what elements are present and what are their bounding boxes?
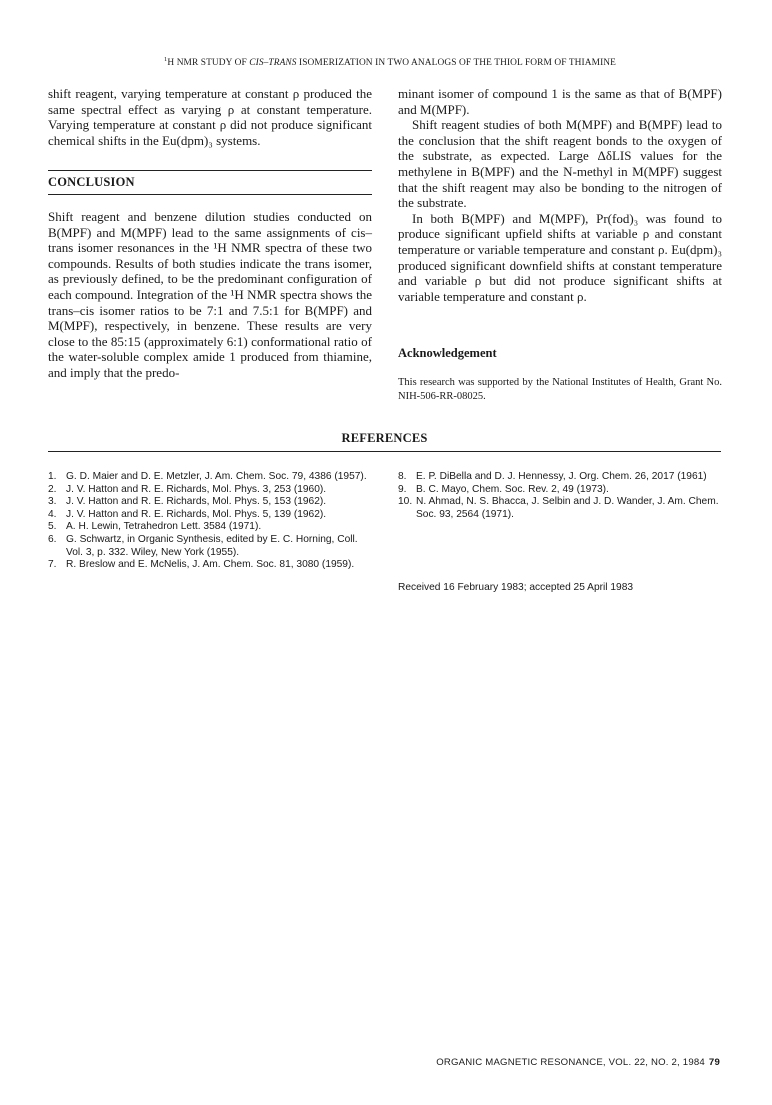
running-head-part3: ISOMERIZATION IN TWO ANALOGS OF THE THIOL FORM OF THIAMINE: [296, 58, 616, 69]
references-heading: REFERENCES: [341, 431, 428, 445]
journal-citation: ORGANIC MAGNETIC RESONANCE, VOL. 22, NO. 2, 1984: [436, 1057, 705, 1068]
reference-text: G. Schwartz, in Organic Synthesis, edited by E. C. Horning, Coll. Vol. 3, p. 332. Wiley, New York (1955).: [66, 533, 358, 558]
right-paragraph-1: minant isomer of compound 1 is the same as that of B(MPF) and M(MPF).: [398, 86, 722, 117]
reference-text: A. H. Lewin, Tetrahedron Lett. 3584 (1971).: [66, 521, 262, 533]
reference-text: J. V. Hatton and R. E. Richards, Mol. Phys. 3, 253 (1960).: [66, 483, 327, 495]
reference-item: [48, 559, 372, 572]
page-number: 79: [708, 1057, 720, 1068]
running-head: [40, 56, 740, 68]
conclusion-rule-bottom: [48, 194, 372, 195]
reference-item: [398, 484, 722, 497]
running-head-superscript: 1: [164, 56, 168, 63]
reference-number: 4.: [48, 508, 57, 520]
reference-text: G. D. Maier and D. E. Metzler, J. Am. Chem. Soc. 79, 4386 (1957).: [66, 471, 367, 482]
reference-number: 1.: [48, 471, 57, 482]
references-right-list: [398, 471, 722, 521]
conclusion-heading: CONCLUSION: [48, 175, 135, 190]
running-head-part1: H NMR STUDY OF: [167, 58, 250, 69]
reference-number: 9.: [398, 483, 407, 495]
reference-text: J. V. Hatton and R. E. Richards, Mol. Phys. 5, 153 (1962).: [66, 496, 327, 508]
references-rule: [48, 451, 721, 452]
conclusion-paragraph: Shift reagent and benzene dilution studies conducted on B(MPF) and M(MPF) lead to the same assignments of cis–trans isomer resonances in the ¹H NMR spectra of these two compounds. Results of both studies indicate the trans isomer, as previously defined, to be the predominant configuration of each compound. Integration of the ¹H NMR spectra shows the trans–cis isomer ratios to be 7:1 and 7.5:1 for B(MPF) and M(MPF), respectively, in benzene. These results are very close to the 85:15 (approximately 6:1) conformational ratio of the water-soluble complex amide 1 produced from thiamine, and imply that the predo-: [48, 208, 372, 380]
reference-item: [398, 496, 722, 521]
reference-item: [48, 509, 372, 522]
reference-text: N. Ahmad, N. S. Bhacca, J. Selbin and J. D. Wander, J. Am. Chem. Soc. 93, 2564 (1971).: [416, 496, 719, 520]
reference-number: 7.: [48, 559, 57, 571]
left-column: [48, 86, 372, 381]
reference-number: 5.: [48, 521, 57, 533]
acknowledgement-heading: Acknowledgement: [398, 346, 497, 361]
conclusion-heading-block: [48, 170, 372, 195]
running-head-part2: CIS–TRANS: [249, 58, 297, 69]
reference-text: R. Breslow and E. McNelis, J. Am. Chem. Soc. 81, 3080 (1959).: [66, 559, 355, 571]
reference-item: [48, 471, 372, 484]
reference-number: 10.: [398, 496, 413, 508]
right-paragraph-3: In both B(MPF) and M(MPF), Pr(fod)₃ was found to produce significant upfield shifts at variable ρ and constant temperature or variable temperature and constant ρ. Eu(dpm)₃ produced significant downfield shifts at constant temperature and variable ρ but did not produce significant shifts at variable temperature and constant ρ.: [398, 210, 722, 304]
reference-number: 8.: [398, 471, 407, 482]
reference-item: [48, 484, 372, 497]
right-column: [398, 86, 722, 404]
reference-number: 6.: [48, 533, 57, 545]
reference-text: B. C. Mayo, Chem. Soc. Rev. 2, 49 (1973).: [416, 483, 609, 495]
intro-paragraph: shift reagent, varying temperature at constant ρ produced the same spectral effect as varying ρ at constant temperature. Varying temperature at constant ρ did not produce significant chemical shifts in the Eu(dpm)₃ systems.: [48, 86, 372, 148]
reference-item: [48, 521, 372, 534]
reference-number: 2.: [48, 483, 57, 495]
reference-number: 3.: [48, 496, 57, 508]
received-date: Received 16 February 1983; accepted 25 April 1983: [398, 582, 634, 593]
reference-item: [398, 471, 722, 484]
page-footer: [436, 1057, 720, 1068]
acknowledgement-text: This research was supported by the National Institutes of Health, Grant No. NIH-506-RR-08025.: [398, 376, 722, 402]
reference-item: [48, 534, 372, 559]
reference-text: E. P. DiBella and D. J. Hennessy, J. Org. Chem. 26, 2017 (1961): [416, 471, 707, 482]
right-paragraph-2: Shift reagent studies of both M(MPF) and B(MPF) lead to the conclusion that the shift reagent bonds to the oxygen of the substrate, as expected. Large ΔδLIS values for the methylene in B(MPF) and the N-methyl in M(MPF) suggest that the shift reagent may also be bonding to the nitrogen of the substrate.: [398, 117, 722, 211]
reference-item: [48, 496, 372, 509]
references-left-list: [48, 471, 372, 572]
reference-text: J. V. Hatton and R. E. Richards, Mol. Phys. 5, 139 (1962).: [66, 508, 327, 520]
